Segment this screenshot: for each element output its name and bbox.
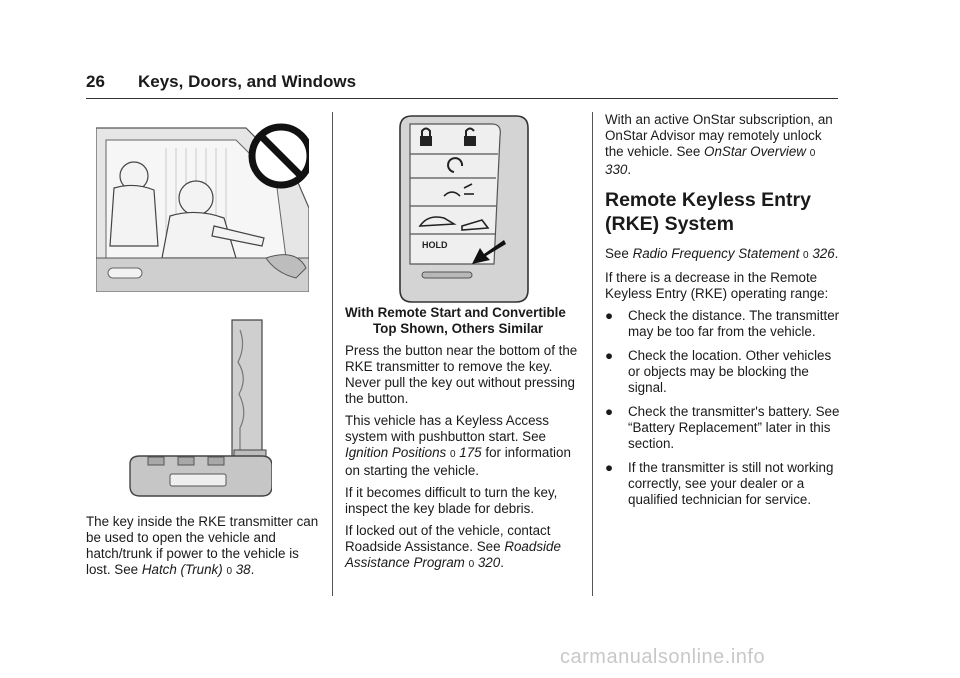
paragraph-key-inside: The key inside the RKE transmitter can be used to open the vehicle and hatch/trunk if power to the vehicle is lost. See Hatch (Trunk) 0 38. <box>86 514 319 577</box>
page-number: 26 <box>86 72 105 91</box>
column-divider-left <box>332 112 333 596</box>
paragraph-locked-out: If locked out of the vehicle, contact Roadside Assistance. See Roadside Assistance Program 0 320. <box>345 523 561 570</box>
link-hatch-trunk[interactable]: Hatch (Trunk) <box>141 562 223 577</box>
paragraph-radio-frequency: See Radio Frequency Statement 0 326. <box>605 246 839 261</box>
link-ignition-positions[interactable]: Ignition Positions <box>345 445 447 460</box>
figure-caption: With Remote Start and Convertible Top Shown, Others Similar <box>345 305 566 336</box>
key-blade-illustration <box>126 316 272 500</box>
list-item: ● Check the location. Other vehicles or objects may be blocking the signal. <box>605 348 832 395</box>
children-in-car-illustration <box>96 118 309 292</box>
paragraph-range-decrease: If there is a decrease in the Remote Keyless Entry (RKE) operating range: <box>605 270 829 301</box>
column-right-text <box>605 112 840 516</box>
list-item: ● If the transmitter is still not working correctly, see your dealer or a qualified technician for service. <box>605 460 834 507</box>
link-roadside-assistance[interactable]: Roadside Assistance Program <box>345 539 561 570</box>
section-heading-rke: Remote Keyless Entry (RKE) System <box>605 189 811 235</box>
bullet-icon: ● <box>605 460 614 475</box>
site-watermark: carmanualsonline.info <box>560 646 766 668</box>
paragraph-onstar: With an active OnStar subscription, an OnStar Advisor may remotely unlock the vehicle. See OnStar Overview 0 330. <box>605 112 833 177</box>
bullet-icon: ● <box>605 404 614 419</box>
list-item: ● Check the transmitter's battery. See “Battery Replacement” later in this section. <box>605 404 840 451</box>
list-item: ● Check the distance. The transmitter may be too far from the vehicle. <box>605 308 840 339</box>
page-ref-arrow-icon: 0 <box>449 449 456 460</box>
page-ref-arrow-icon: 0 <box>803 250 809 261</box>
column-divider-right <box>592 112 593 596</box>
page-header <box>86 72 838 98</box>
paragraph-press-button: Press the button near the bottom of the RKE transmitter to remove the key. Never pull the key out without pressing the button. <box>345 343 578 406</box>
paragraph-keyless-access: This vehicle has a Keyless Access system with pushbutton start. See Ignition Positions 0 175 for information on starting the vehicle. <box>345 413 571 478</box>
link-onstar-overview[interactable]: OnStar Overview <box>704 144 806 159</box>
rke-transmitter-illustration <box>392 114 532 304</box>
page-ref-arrow-icon: 0 <box>809 148 816 159</box>
paragraph-difficult-turn: If it becomes difficult to turn the key, inspect the key blade for debris. <box>345 485 558 516</box>
section-title: Keys, Doors, and Windows <box>138 72 357 91</box>
troubleshooting-list <box>605 308 840 508</box>
page-ref-arrow-icon: 0 <box>226 566 232 577</box>
column-left-text <box>86 514 326 586</box>
page-ref-arrow-icon: 0 <box>468 559 475 570</box>
bullet-icon: ● <box>605 348 614 363</box>
header-rule <box>86 98 838 99</box>
hold-label: HOLD <box>422 240 448 250</box>
column-middle-text <box>345 305 585 579</box>
link-radio-frequency-statement[interactable]: Radio Frequency Statement <box>632 246 800 261</box>
bullet-icon: ● <box>605 308 614 323</box>
